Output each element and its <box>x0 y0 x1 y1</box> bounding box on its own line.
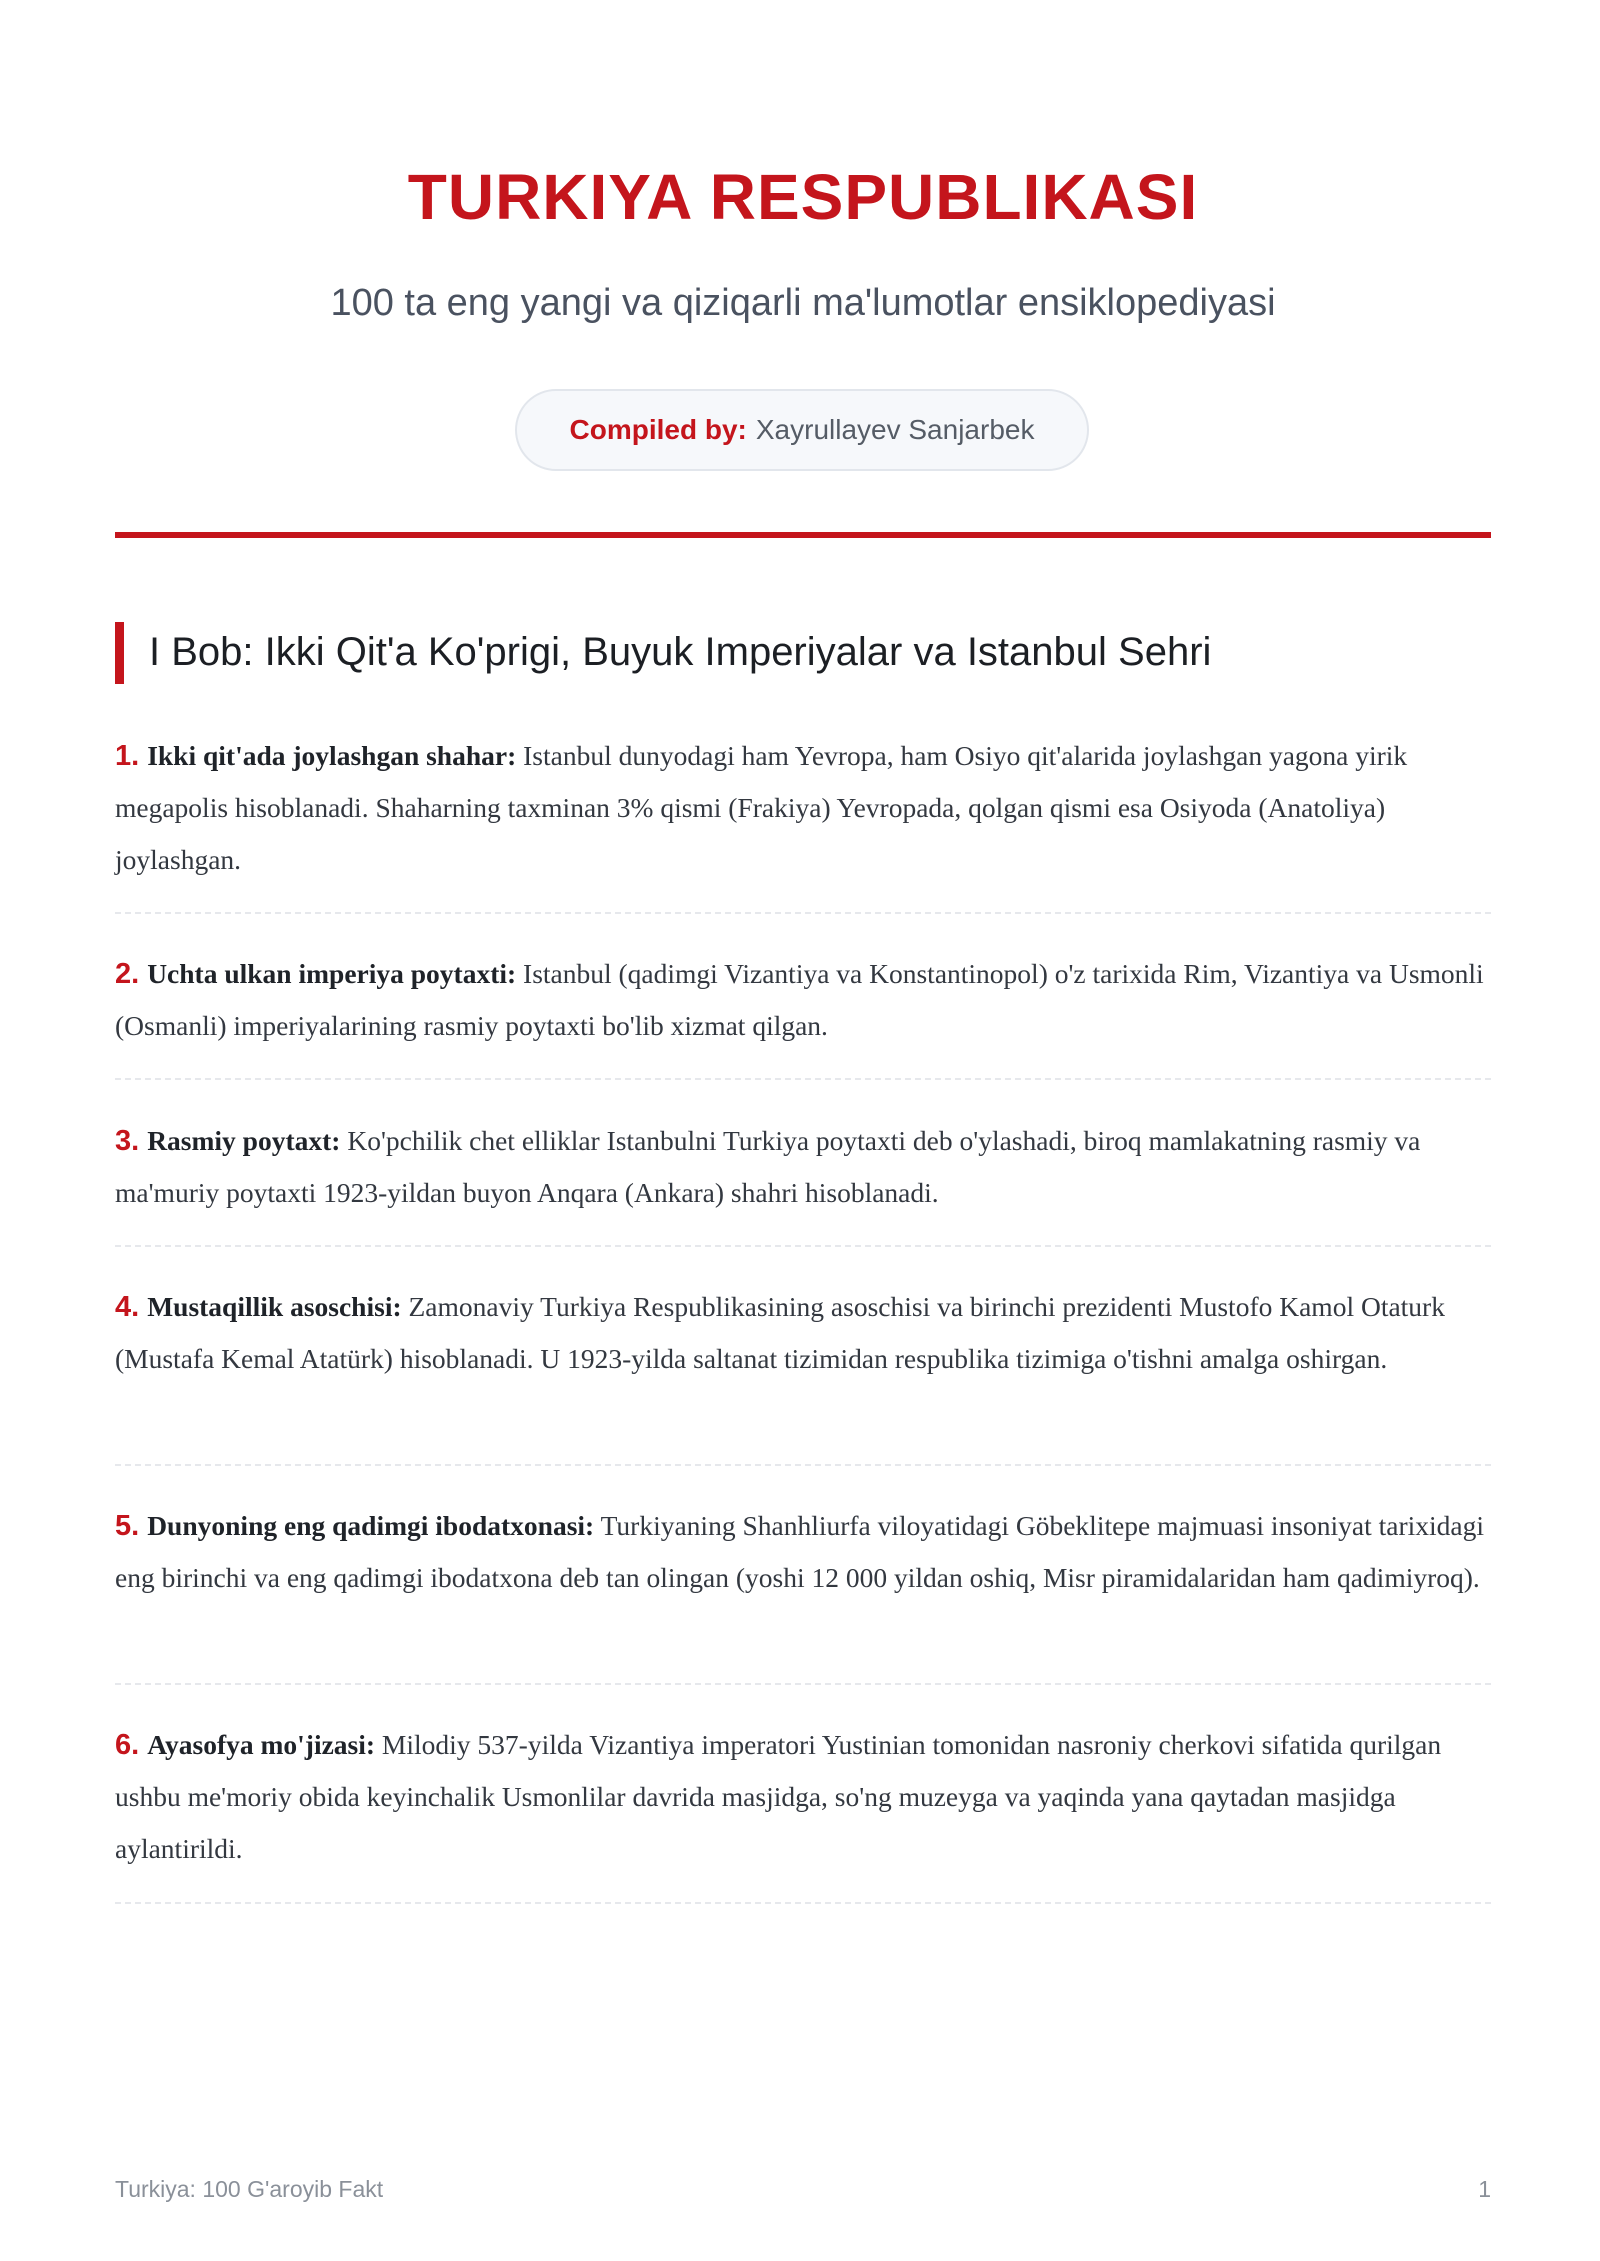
chapter-accent-bar <box>115 622 124 684</box>
fact-item-6 <box>115 1719 1491 1875</box>
fact-item-4 <box>115 1281 1491 1385</box>
fact-text: Turkiyaning Shanhliurfa viloyatidagi Göbeklitepe majmuasi insoniyat tarixidagi eng birinchi va eng qadimgi ibodatxona deb tan olingan (yoshi 12 000 yildan oshiq, Misr piramidalaridan ham qadimiyroq). <box>115 1510 1485 1593</box>
fact-text: Istanbul (qadimgi Vizantiya va Konstantinopol) o'z tarixida Rim, Vizantiya va Usmonli (Osmanli) imperiyalarining rasmiy poytaxti bo'lib xizmat qilgan. <box>115 958 1484 1041</box>
compiler-name: Xayrullayev Sanjarbek <box>755 414 1035 445</box>
fact-text: Istanbul dunyodagi ham Yevropa, ham Osiyo qit'alarida joylashgan yagona yirik megapolis hisoblanadi. Shaharning taxminan 3% qismi (Frakiya) Yevropada, qolgan qismi esa Osiyoda (Anatoliya) joylashgan. <box>115 740 1408 875</box>
compiled-by-label: Compiled by: <box>569 414 747 445</box>
fact-item-2 <box>115 948 1491 1052</box>
fact-title: Mustaqillik asoschisi: <box>147 1291 402 1322</box>
fact-item-5 <box>115 1500 1491 1604</box>
chapter-heading <box>115 622 1491 684</box>
fact-divider <box>115 1902 1491 1904</box>
fact-number: 2. <box>115 958 140 990</box>
fact-title: Uchta ulkan imperiya poytaxti: <box>147 958 517 989</box>
document-title: TURKIYA RESPUBLIKASI <box>407 161 1199 233</box>
fact-title: Rasmiy poytaxt: <box>147 1125 341 1156</box>
fact-divider <box>115 1683 1491 1685</box>
fact-text: Zamonaviy Turkiya Respublikasining asoschisi va birinchi prezidenti Mustofo Kamol Otaturk (Mustafa Kemal Atatürk) hisoblanadi. U 1923-yilda saltanat tizimidan respublika tizimiga o'tishni amalga oshirgan. <box>115 1291 1445 1374</box>
fact-item-1 <box>115 730 1491 886</box>
fact-title: Ayasofya mo'jizasi: <box>147 1729 376 1760</box>
fact-divider <box>115 1464 1491 1466</box>
fact-text: Ko'pchilik chet elliklar Istanbulni Turkiya poytaxti deb o'ylashadi, biroq mamlakatning rasmiy va ma'muriy poytaxti 1923-yildan buyon Anqara (Ankara) shahri hisoblanadi. <box>115 1125 1421 1208</box>
fact-divider <box>115 1245 1491 1247</box>
fact-title: Ikki qit'ada joylashgan shahar: <box>147 740 517 771</box>
fact-number: 1. <box>115 740 140 772</box>
fact-number: 6. <box>115 1729 140 1761</box>
fact-title: Dunyoning eng qadimgi ibodatxonasi: <box>147 1510 595 1541</box>
title-divider <box>115 532 1491 538</box>
footer-title: Turkiya: 100 G'aroyib Fakt <box>115 2176 384 2202</box>
fact-number: 5. <box>115 1510 140 1542</box>
fact-divider <box>115 912 1491 914</box>
fact-divider <box>115 1078 1491 1080</box>
fact-number: 4. <box>115 1291 140 1323</box>
chapter-title: I Bob: Ikki Qit'a Ko'prigi, Buyuk Imperiyalar va Istanbul Sehri <box>149 630 1212 674</box>
fact-number: 3. <box>115 1125 140 1157</box>
fact-item-3 <box>115 1115 1491 1219</box>
fact-text: Milodiy 537-yilda Vizantiya imperatori Yustinian tomonidan nasroniy cherkovi sifatida qurilgan ushbu me'moriy obida keyinchalik Usmonlilar davrida masjidga, so'ng muzeyga va yaqinda yana qaytadan masjidga aylantirildi. <box>115 1729 1442 1864</box>
document-page <box>115 0 1491 2261</box>
document-subtitle: 100 ta eng yangi va qiziqarli ma'lumotlar ensiklopediyasi <box>330 282 1276 324</box>
compiled-by-badge <box>515 389 1089 471</box>
page-number: 1 <box>1478 2176 1491 2202</box>
